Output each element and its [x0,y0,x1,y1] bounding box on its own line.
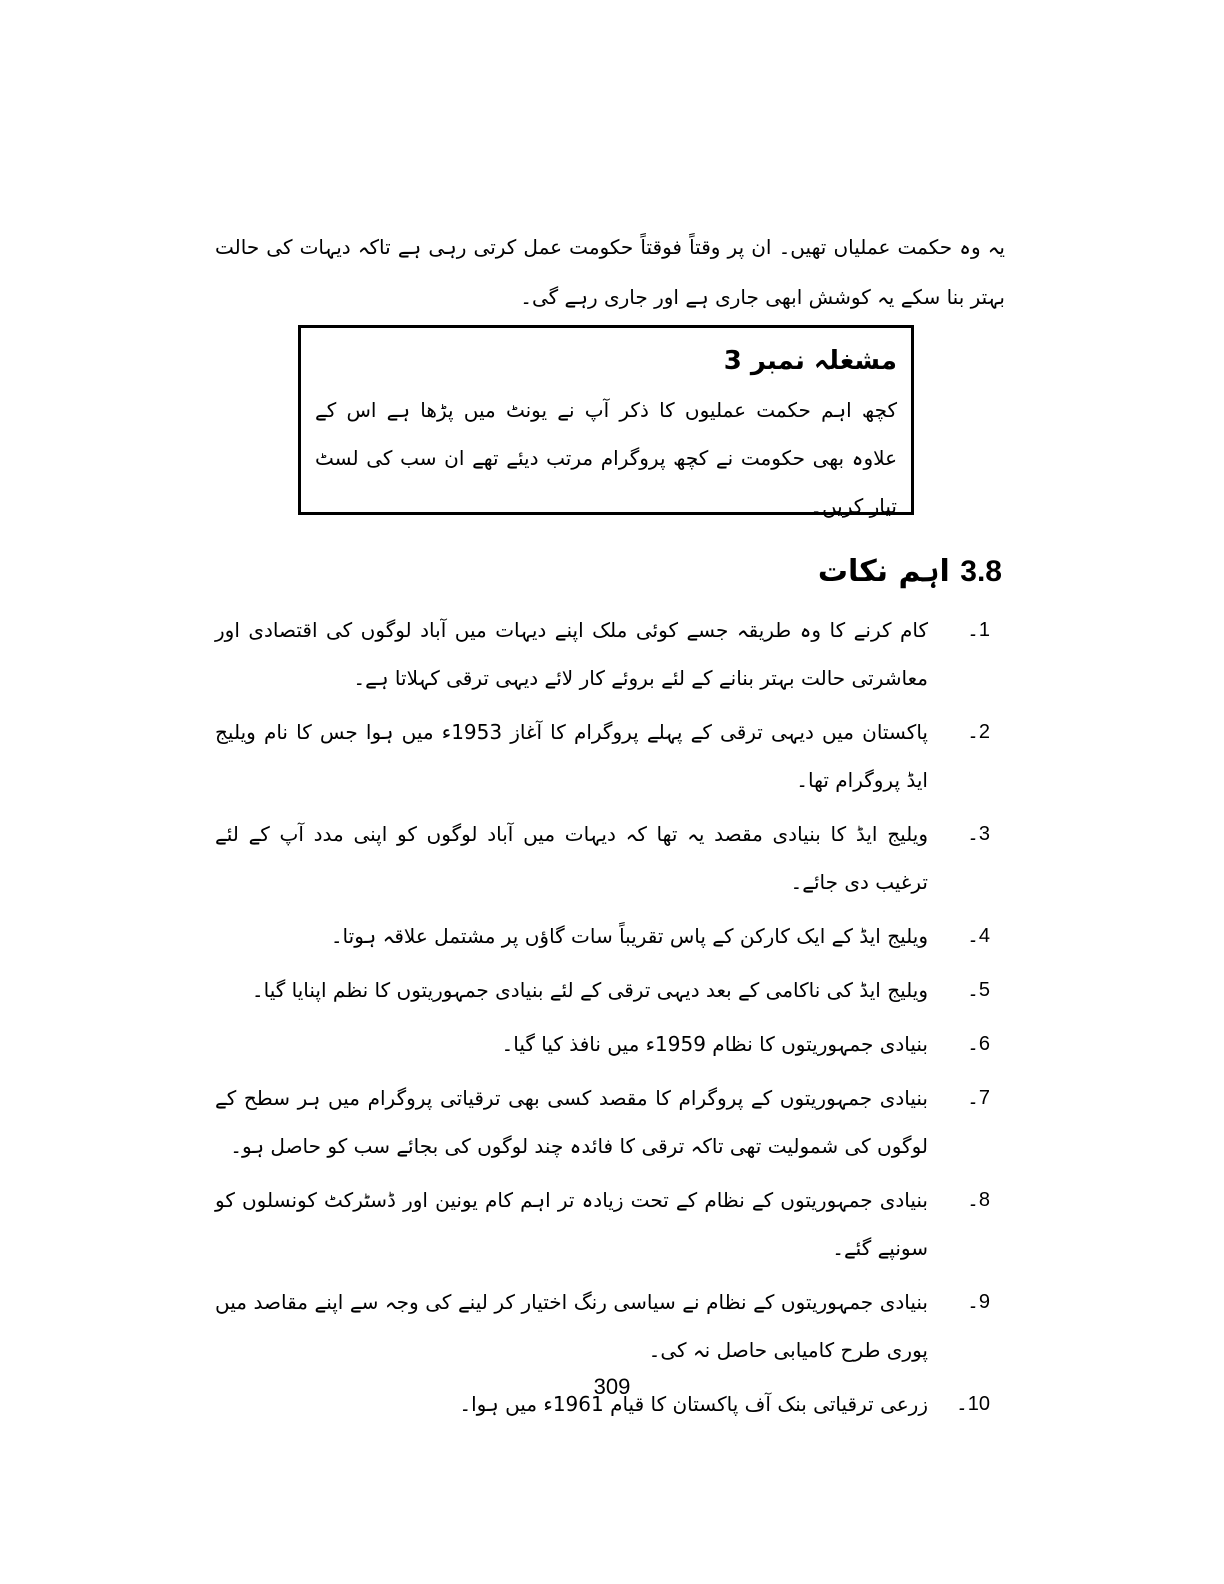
list-item-text: بنیادی جمہوریتوں کے نظام کے تحت زیادہ تر اہم کام یونین اور ڈسٹرکٹ کونسلوں کو سونپے گئے۔ [215,1188,928,1260]
list-item [215,912,1005,960]
list-item-text: زرعی ترقیاتی بنک آف پاکستان کا قیام 1961ء میں ہوا۔ [459,1392,928,1416]
activity-title: مشغلہ نمبر 3 [723,346,897,376]
list-item-number: 4۔ [967,925,990,947]
list-item-number: 7۔ [967,1087,990,1109]
list-item [215,1278,1005,1374]
section-number: 3.8 [960,555,1002,588]
section-heading [818,550,1002,594]
list-item [215,966,1005,1014]
intro-paragraph: یہ وہ حکمت عملیاں تھیں۔ ان پر وقتاً فوقتاً حکومت عمل کرتی رہی ہے تاکہ دیہات کی حالت بہتر بنا سکے یہ کوشش ابھی جاری ہے اور جاری رہے گی۔ [215,235,1005,309]
list-item-number: 10۔ [956,1393,990,1415]
list-item-number: 5۔ [967,979,990,1001]
list-item-number: 9۔ [967,1291,990,1313]
activity-body: کچھ اہم حکمت عملیوں کا ذکر آپ نے یونٹ میں پڑھا ہے اس کے علاوہ بھی حکومت نے کچھ پروگرام مرتب دیئے تھے ان سب کی لسٹ تیار کریں۔ [315,398,897,518]
activity-box [298,325,914,518]
list-item-number: 6۔ [967,1033,990,1055]
list-item-text: بنیادی جمہوریتوں کے نظام نے سیاسی رنگ اختیار کر لینے کی وجہ سے اپنے مقاصد میں پوری طرح کامیابی حاصل نہ کی۔ [215,1290,928,1362]
list-item-text: ویلیج ایڈ کے ایک کارکن کے پاس تقریباً سات گاؤں پر مشتمل علاقہ ہوتا۔ [330,924,928,948]
list-item [215,606,1005,702]
list-item-text: ویلیج ایڈ کی ناکامی کے بعد دیہی ترقی کے لئے بنیادی جمہوریتوں کا نظم اپنایا گیا۔ [251,978,928,1002]
section-title: اہم نکات [817,554,950,589]
list-item-number: 2۔ [967,721,990,743]
list-item [215,1074,1005,1170]
list-item [215,1176,1005,1272]
list-item-text: بنیادی جمہوریتوں کے پروگرام کا مقصد کسی بھی ترقیاتی پروگرام میں ہر سطح کے لوگوں کی شمولیت تھی تاکہ ترقی کا فائدہ چند لوگوں کی بجائے سب کو حاصل ہو۔ [215,1086,928,1158]
list-item [215,810,1005,906]
list-item-number: 3۔ [967,823,990,845]
list-item-text: ویلیج ایڈ کا بنیادی مقصد یہ تھا کہ دیہات میں آباد لوگوں کو اپنی مدد آپ کے لئے ترغیب دی جائے۔ [215,822,928,894]
list-item-text: بنیادی جمہوریتوں کا نظام 1959ء میں نافذ کیا گیا۔ [501,1032,928,1056]
list-item-number: 8۔ [967,1189,990,1211]
list-item [215,708,1005,804]
list-item-number: 1۔ [967,619,990,641]
list-item-text: کام کرنے کا وہ طریقہ جسے کوئی ملک اپنے دیہات میں آباد لوگوں کی اقتصادی اور معاشرتی حالت بہتر بنانے کے لئے بروئے کار لائے دیہی ترقی کہلاتا ہے۔ [215,618,928,690]
list-item [215,1020,1005,1068]
list-item-text: پاکستان میں دیہی ترقی کے پہلے پروگرام کا آغاز 1953ء میں ہوا جس کا نام ویلیج ایڈ پروگرام تھا۔ [215,720,928,792]
key-points-list [215,606,1005,1434]
page-number: 309 [593,1374,631,1399]
